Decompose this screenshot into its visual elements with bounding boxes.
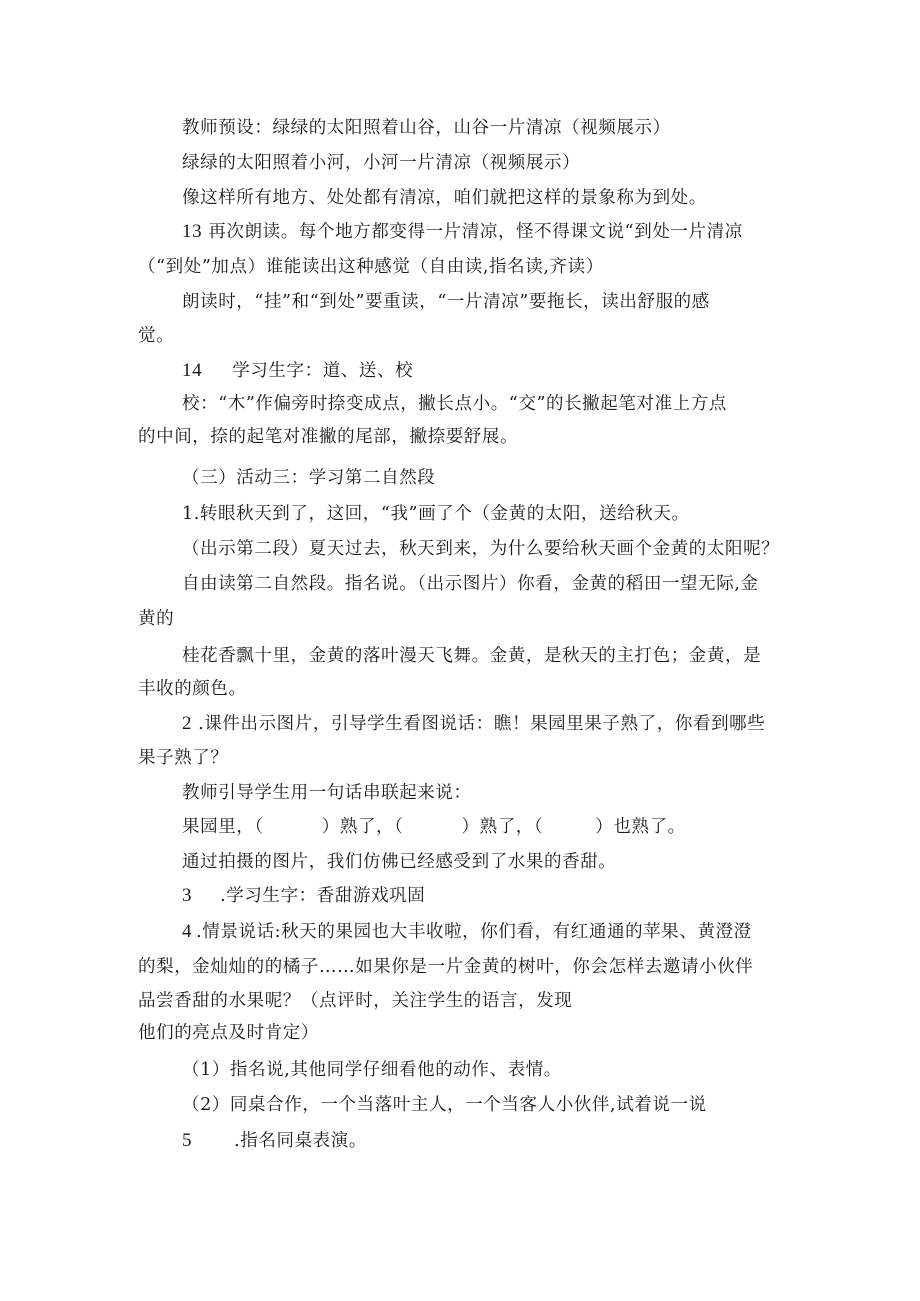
numbered-line [182, 884, 425, 908]
text-line: （出示第二段）夏天过去，秋天到来，为什么要给秋天画个金黄的太阳呢？ [182, 539, 780, 559]
text-line: 黄的 [138, 609, 175, 629]
numbered-line [182, 712, 765, 736]
text-line: （1）指名说,其他同学仔细看他的动作、表情。 [182, 1060, 562, 1080]
text-line: （2）同桌合作，一个当落叶主人，一个当客人小伙伴,试着说一说 [182, 1095, 707, 1115]
text-line: 的梨，金灿灿的的橘子……如果你是一片金黄的树叶，你会怎样去邀请小伙伴 [138, 957, 754, 977]
text-line: 1.转眼秋天到了，这回，“我”画了个（金黄的太阳，送给秋天。 [182, 504, 690, 524]
blank-text: ）熟了，（ [461, 817, 544, 837]
item-number: 2 [182, 713, 193, 734]
text-line: 朗读时，“挂”和“到处”要重读，“一片清凉”要拖长，读出舒服的感 [182, 292, 710, 312]
text-line: 教师引导学生用一句话串联起来说： [182, 783, 472, 803]
text-line: 他们的亮点及时肯定） [138, 1023, 319, 1043]
text-line: 教师预设：绿绿的太阳照着山谷，山谷一片清凉（视频展示） [182, 118, 671, 138]
fill-in-blank-line [182, 815, 686, 839]
blank-text: 果园里，（ [182, 817, 264, 837]
text-line: （“到处”加点）谁能读出这种感觉（自由读,指名读,齐读） [138, 257, 604, 277]
text-line: 绿绿的太阳照着小河，小河一片清凉（视频展示） [182, 153, 581, 173]
blank-text: ）熟了，（ [321, 817, 404, 837]
item-number: 13 [182, 221, 203, 242]
text-line: 觉。 [138, 326, 175, 346]
blank-text: ）也熟了。 [595, 817, 686, 837]
text-line: .学习生字：香甜游戏巩固 [220, 886, 426, 906]
item-number: 14 [182, 360, 203, 381]
item-number: 4 [182, 921, 193, 942]
text-line: 桂花香飘十里，金黄的落叶漫天飞舞。金黄，是秋天的主打色；金黄，是 [182, 646, 762, 666]
text-line: 品尝香甜的水果呢？（点评时，关注学生的语言，发现 [138, 991, 573, 1011]
text-line: 通过拍摄的图片，我们仿佛已经感受到了水果的香甜。 [182, 852, 617, 872]
text-line: 学习生字：道、送、校 [232, 361, 414, 381]
numbered-line [182, 359, 413, 383]
item-number: 3 [182, 885, 193, 906]
text-line: 丰收的颜色。 [138, 679, 247, 699]
text-line: 果子熟了？ [138, 748, 229, 768]
item-number: 5 [182, 1130, 193, 1151]
numbered-line [182, 920, 752, 944]
text-line: 再次朗读。每个地方都变得一片清凉，怪不得课文说“到处一片清凉 [208, 222, 743, 242]
text-line: 自由读第二自然段。指名说。（出示图片）你看，金黄的稻田一望无际,金 [182, 574, 759, 594]
section-heading: （三）活动三：学习第二自然段 [182, 468, 436, 488]
text-line: 像这样所有地方、处处都有清凉，咱们就把这样的景象称为到处。 [182, 188, 707, 208]
text-line: 的中间，捺的起笔对准撇的尾部，撇捺要舒展。 [138, 427, 519, 447]
text-line: 校：“木”作偏旁时捺变成点，撇长点小。“交”的长撇起笔对准上方点 [182, 394, 727, 414]
numbered-line [182, 220, 743, 244]
text-line: .情景说话:秋天的果园也大丰收啦，你们看，有红通通的苹果、黄澄澄 [196, 922, 752, 942]
numbered-line [182, 1129, 367, 1153]
text-line: .指名同桌表演。 [234, 1131, 367, 1151]
text-line: .课件出示图片，引导学生看图说话：瞧！果园里果子熟了，你看到哪些 [198, 714, 766, 734]
